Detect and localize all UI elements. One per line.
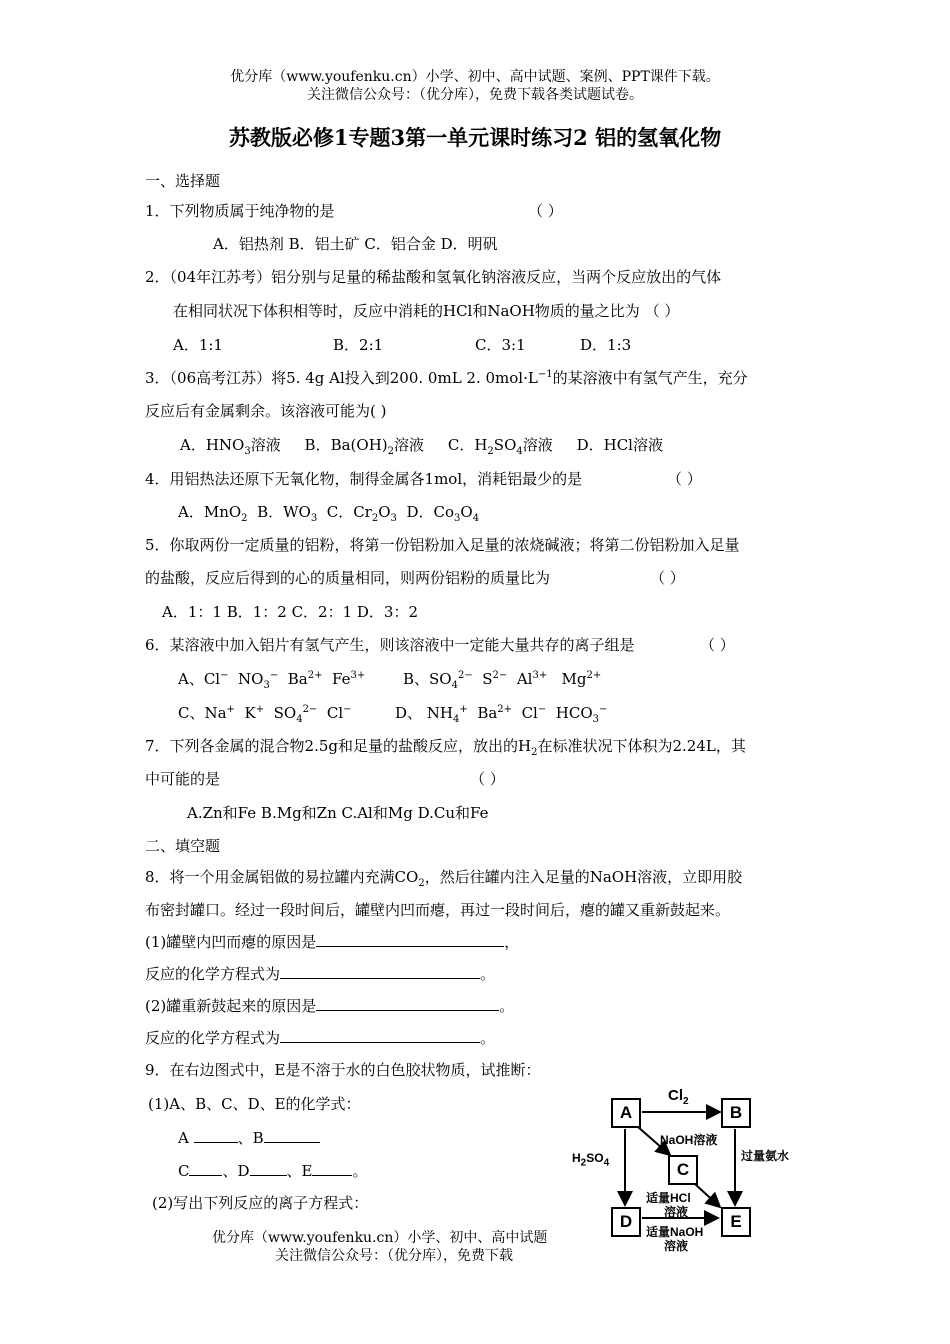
q8-line-2: 布密封罐口。经过一段时间后，罐壁内凹而瘪，再过一段时间后，瘪的罐又重新鼓起来。 (145, 901, 731, 919)
q5-line-2: 的盐酸，反应后得到的心的质量相同，则两份铝粉的质量比为 (145, 569, 551, 587)
q2-option-d: D．1:3 (580, 336, 632, 354)
header-line-1: 优分库（www.youfenku.cn）小学、初中、高中试题、案例、PPT课件下载。 (230, 69, 720, 85)
q1-stem: 1．下列物质属于纯净物的是 (145, 202, 335, 220)
q2-line-1: 2．（04年江苏考）铝分别与足量的稀盐酸和氢氧化钠溶液反应，当两个反应放出的气体 (145, 268, 722, 286)
q6-option-b: B、$SO_4^{2-}$ $S^{2-}$ $Al^{3+}$ $Mg^{2+}$ (403, 670, 602, 691)
q4-bracket: （ ） (667, 470, 702, 488)
q9-blank-d[interactable] (250, 1159, 287, 1176)
label-naoh-to-c: NaOH溶液 (660, 1133, 718, 1147)
q9-part-1: (1)A、B、C、D、E的化学式： (148, 1095, 361, 1113)
q5-options: A．1：1 B．1：2 C．2：1 D．3：2 (162, 603, 419, 621)
label-ammonia: 过量氨水 (741, 1149, 790, 1163)
q3-line-2: 反应后有金属剩余。该溶液可能为( ) (145, 402, 387, 420)
q8-blank-3[interactable] (316, 994, 499, 1011)
q8-part-4: 反应的化学方程式为 。 (145, 1026, 495, 1049)
q2-line-2: 在相同状况下体积相等时，反应中消耗的HCl和NaOH物质的量之比为 （ ） (173, 302, 680, 320)
label-hcl-1: 适量HCl (646, 1191, 691, 1205)
q5-line-1: 5．你取两份一定质量的铝粉，将第一份铝粉加入足量的浓烧碱液；将第二份铝粉加入足量 (145, 536, 740, 554)
q9-blank-c[interactable] (189, 1159, 222, 1176)
q8-part-1: (1)罐壁内凹而瘪的原因是 ， (145, 930, 519, 953)
label-naoh-de-1: 适量NaOH (646, 1225, 704, 1239)
section-heading-choice: 一、选择题 (145, 172, 221, 190)
q6-option-d: D、 $NH_4^+$ $Ba^{2+}$ Cl− $HCO_3^-$ (395, 704, 608, 725)
q6-bracket: （ ） (700, 636, 735, 654)
q7-bracket: （ ） (470, 770, 505, 788)
label-h2so4: $H_2SO_4$ (572, 1151, 610, 1169)
label-hcl-2: 溶液 (664, 1205, 689, 1219)
q1-bracket: （ ） (528, 202, 563, 220)
node-d: D (611, 1207, 641, 1237)
q9-part-2: (2)写出下列反应的离子方程式： (152, 1194, 369, 1212)
q7-line-1: 7．下列各金属的混合物2.5g和足量的盐酸反应，放出的$H_2$在标准状况下体积为2.24L，其 (145, 737, 746, 758)
node-e: E (721, 1207, 751, 1237)
label-naoh-de-2: 溶液 (664, 1239, 689, 1253)
reaction-diagram (570, 1085, 810, 1253)
q9-formula-cde: C 、D 、E 。 (178, 1159, 367, 1182)
q8-part-3: (2)罐重新鼓起来的原因是 。 (145, 994, 514, 1017)
q3-options: A．$HNO_3$溶液 B．$Ba(OH)_2$溶液 C．$H_2SO_4$溶液 D．HCl溶液 (180, 436, 663, 457)
q4-options: A．MnO$_2$ B．$WO_3$ C．$Cr_2O_3$ D．$Co_3O_4$ (178, 503, 480, 524)
q8-part-2: 反应的化学方程式为 。 (145, 962, 495, 985)
q8-blank-1[interactable] (316, 930, 504, 947)
q9-blank-e[interactable] (312, 1159, 352, 1176)
label-cl2: $Cl_2$ (668, 1087, 689, 1107)
q6-option-a: A、Cl− $NO_3^-$ $Ba^{2+}$ $Fe^{3+}$ (178, 670, 366, 691)
q8-blank-4[interactable] (280, 1026, 480, 1043)
q2-option-b: B．2:1 (333, 336, 384, 354)
q7-line-2: 中可能的是 (145, 770, 221, 788)
node-a: A (611, 1098, 641, 1128)
header-line-2: 关注微信公众号：（优分库），免费下载各类试题试卷。 (307, 87, 643, 103)
q1-options: A．铝热剂 B．铝土矿 C．铝合金 D．明矾 (213, 235, 498, 253)
q9-blank-a[interactable] (194, 1126, 238, 1143)
q2-option-c: C．3:1 (475, 336, 526, 354)
q9-blank-b[interactable] (264, 1126, 320, 1143)
page-title: 苏教版必修1专题3第一单元课时练习2 铝的氢氧化物 (228, 125, 722, 150)
q6-stem: 6．某溶液中加入铝片有氢气产生，则该溶液中一定能大量共存的离子组是 (145, 636, 635, 654)
node-b: B (721, 1098, 751, 1128)
section-heading-fill: 二、填空题 (145, 837, 221, 855)
arrow-c-to-e (695, 1184, 720, 1207)
q4-stem: 4．用铝热法还原下无氧化物，制得金属各1mol，消耗铝最少的是 (145, 470, 583, 488)
footer-line-2: 关注微信公众号：（优分库），免费下载 (275, 1248, 513, 1264)
q7-options: A.Zn和Fe B.Mg和Zn C.Al和Mg D.Cu和Fe (187, 804, 489, 822)
q2-option-a: A．1:1 (173, 336, 223, 354)
footer-line-1: 优分库（www.youfenku.cn）小学、初中、高中试题 (212, 1230, 548, 1246)
q8-blank-2[interactable] (280, 962, 480, 979)
q9-stem: 9．在右边图式中，E是不溶于水的白色胶状物质，试推断： (145, 1061, 541, 1079)
q3-line-1: 3．（06高考江苏）将5. 4g Al投入到200. 0mL 2. $0mol\cdot L^{-1}$的某溶液中有氢气产生，充分 (145, 369, 748, 387)
q9-formula-ab: A 、B (178, 1126, 320, 1149)
q6-option-c: C、Na+ K+ $SO_4^{2-}$ Cl− (178, 704, 352, 725)
q8-line-1: 8．将一个用金属铝做的易拉罐内充满$CO_2$，然后往罐内注入足量的NaOH溶液，立即用胶 (145, 868, 743, 889)
node-c: C (668, 1155, 698, 1185)
q5-bracket: （ ） (650, 569, 685, 587)
